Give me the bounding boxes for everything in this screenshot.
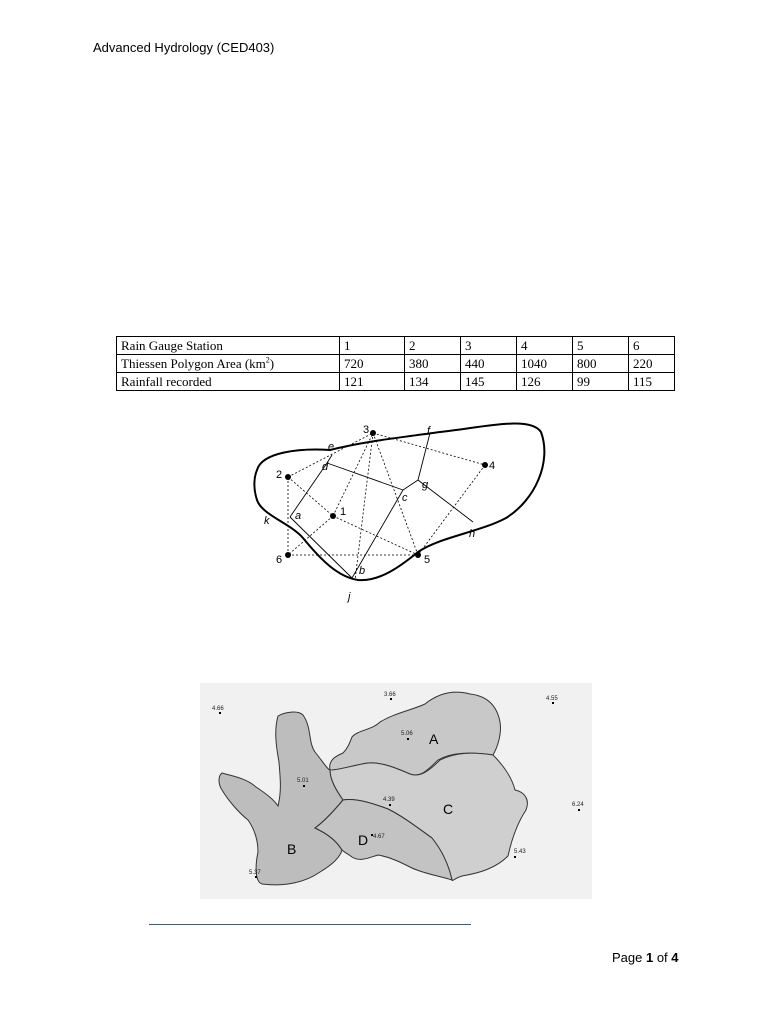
point-label: e [328,441,335,453]
table-cell: 5 [573,337,629,355]
station-label: 5 [424,554,431,566]
point-label: k [264,515,270,527]
table-cell: 99 [573,373,629,391]
station-label: 3 [363,424,370,436]
point-label: j [348,591,351,603]
gauge-value: 4.55 [546,696,558,702]
table-cell: 121 [340,373,405,391]
point-label: g [422,479,429,491]
point-labels [264,425,475,603]
station-6-point [285,552,291,558]
station-2-point [285,474,291,480]
document-header: Advanced Hydrology (CED403) [93,40,275,55]
table-cell: 800 [573,355,629,373]
page-total: 4 [671,950,679,965]
point-label: c [402,492,408,504]
table-row [117,355,675,373]
station-1-point [330,513,336,519]
table-cell: 4 [517,337,573,355]
catchment-boundary [254,423,544,580]
rainfall-data-table [116,336,675,391]
table-cell: 134 [405,373,461,391]
station-3-point [370,430,376,436]
station-5-point [415,552,421,558]
table-cell: 126 [517,373,573,391]
subarea-label: B [287,841,297,857]
subarea-label: A [429,731,439,747]
gauge-value: 6.24 [572,802,584,808]
subarea-label: C [443,801,454,817]
gauge-value: 5.43 [514,849,526,855]
triangulation-lines [288,433,485,580]
label-text-end: ) [269,356,275,371]
point-label: b [359,565,366,577]
table-cell: 220 [629,355,675,373]
table-cell: 720 [340,355,405,373]
gauge-value: 4.66 [212,706,224,712]
station-label: 1 [340,506,347,518]
gauge-value: 4.39 [383,797,395,803]
label-text: Thiessen Polygon Area (km [121,356,266,371]
page-prefix: Page [612,950,646,965]
table-cell: 115 [629,373,675,391]
gauge-value: 5.06 [401,731,413,737]
table-row-label [117,355,340,373]
table-row [117,373,675,391]
station-label: 6 [276,554,283,566]
point-label: d [322,461,329,473]
point-label: a [295,510,302,522]
table-cell: 380 [405,355,461,373]
gauge-value: 4.67 [373,834,385,840]
table-cell: 2 [405,337,461,355]
table-row [117,337,675,355]
station-label: 4 [489,460,496,472]
subarea-label: D [358,832,369,848]
page-footer [612,950,679,965]
gauge-value: 3.66 [384,692,396,698]
gauge-value: 5.01 [297,778,309,784]
label-superscript: 2 [265,355,270,365]
link-underline [149,924,471,925]
point-label: h [469,528,476,540]
table-cell: 440 [461,355,517,373]
table-cell: 1040 [517,355,573,373]
polygon-lines [290,433,476,578]
table-cell: 3 [461,337,517,355]
page-middle: of [653,950,672,965]
catchment-subarea-map [200,683,592,899]
table-row-label: Rainfall recorded [117,373,340,391]
station-4-point [482,462,488,468]
table-cell: 1 [340,337,405,355]
gauge-value: 5.37 [249,870,261,876]
thiessen-polygon-figure [245,415,555,605]
table-cell: 6 [629,337,675,355]
page-number: 1 [645,950,654,965]
point-label: f [427,425,431,437]
table-row-label: Rain Gauge Station [117,337,340,355]
station-label: 2 [276,469,283,481]
table-cell: 145 [461,373,517,391]
